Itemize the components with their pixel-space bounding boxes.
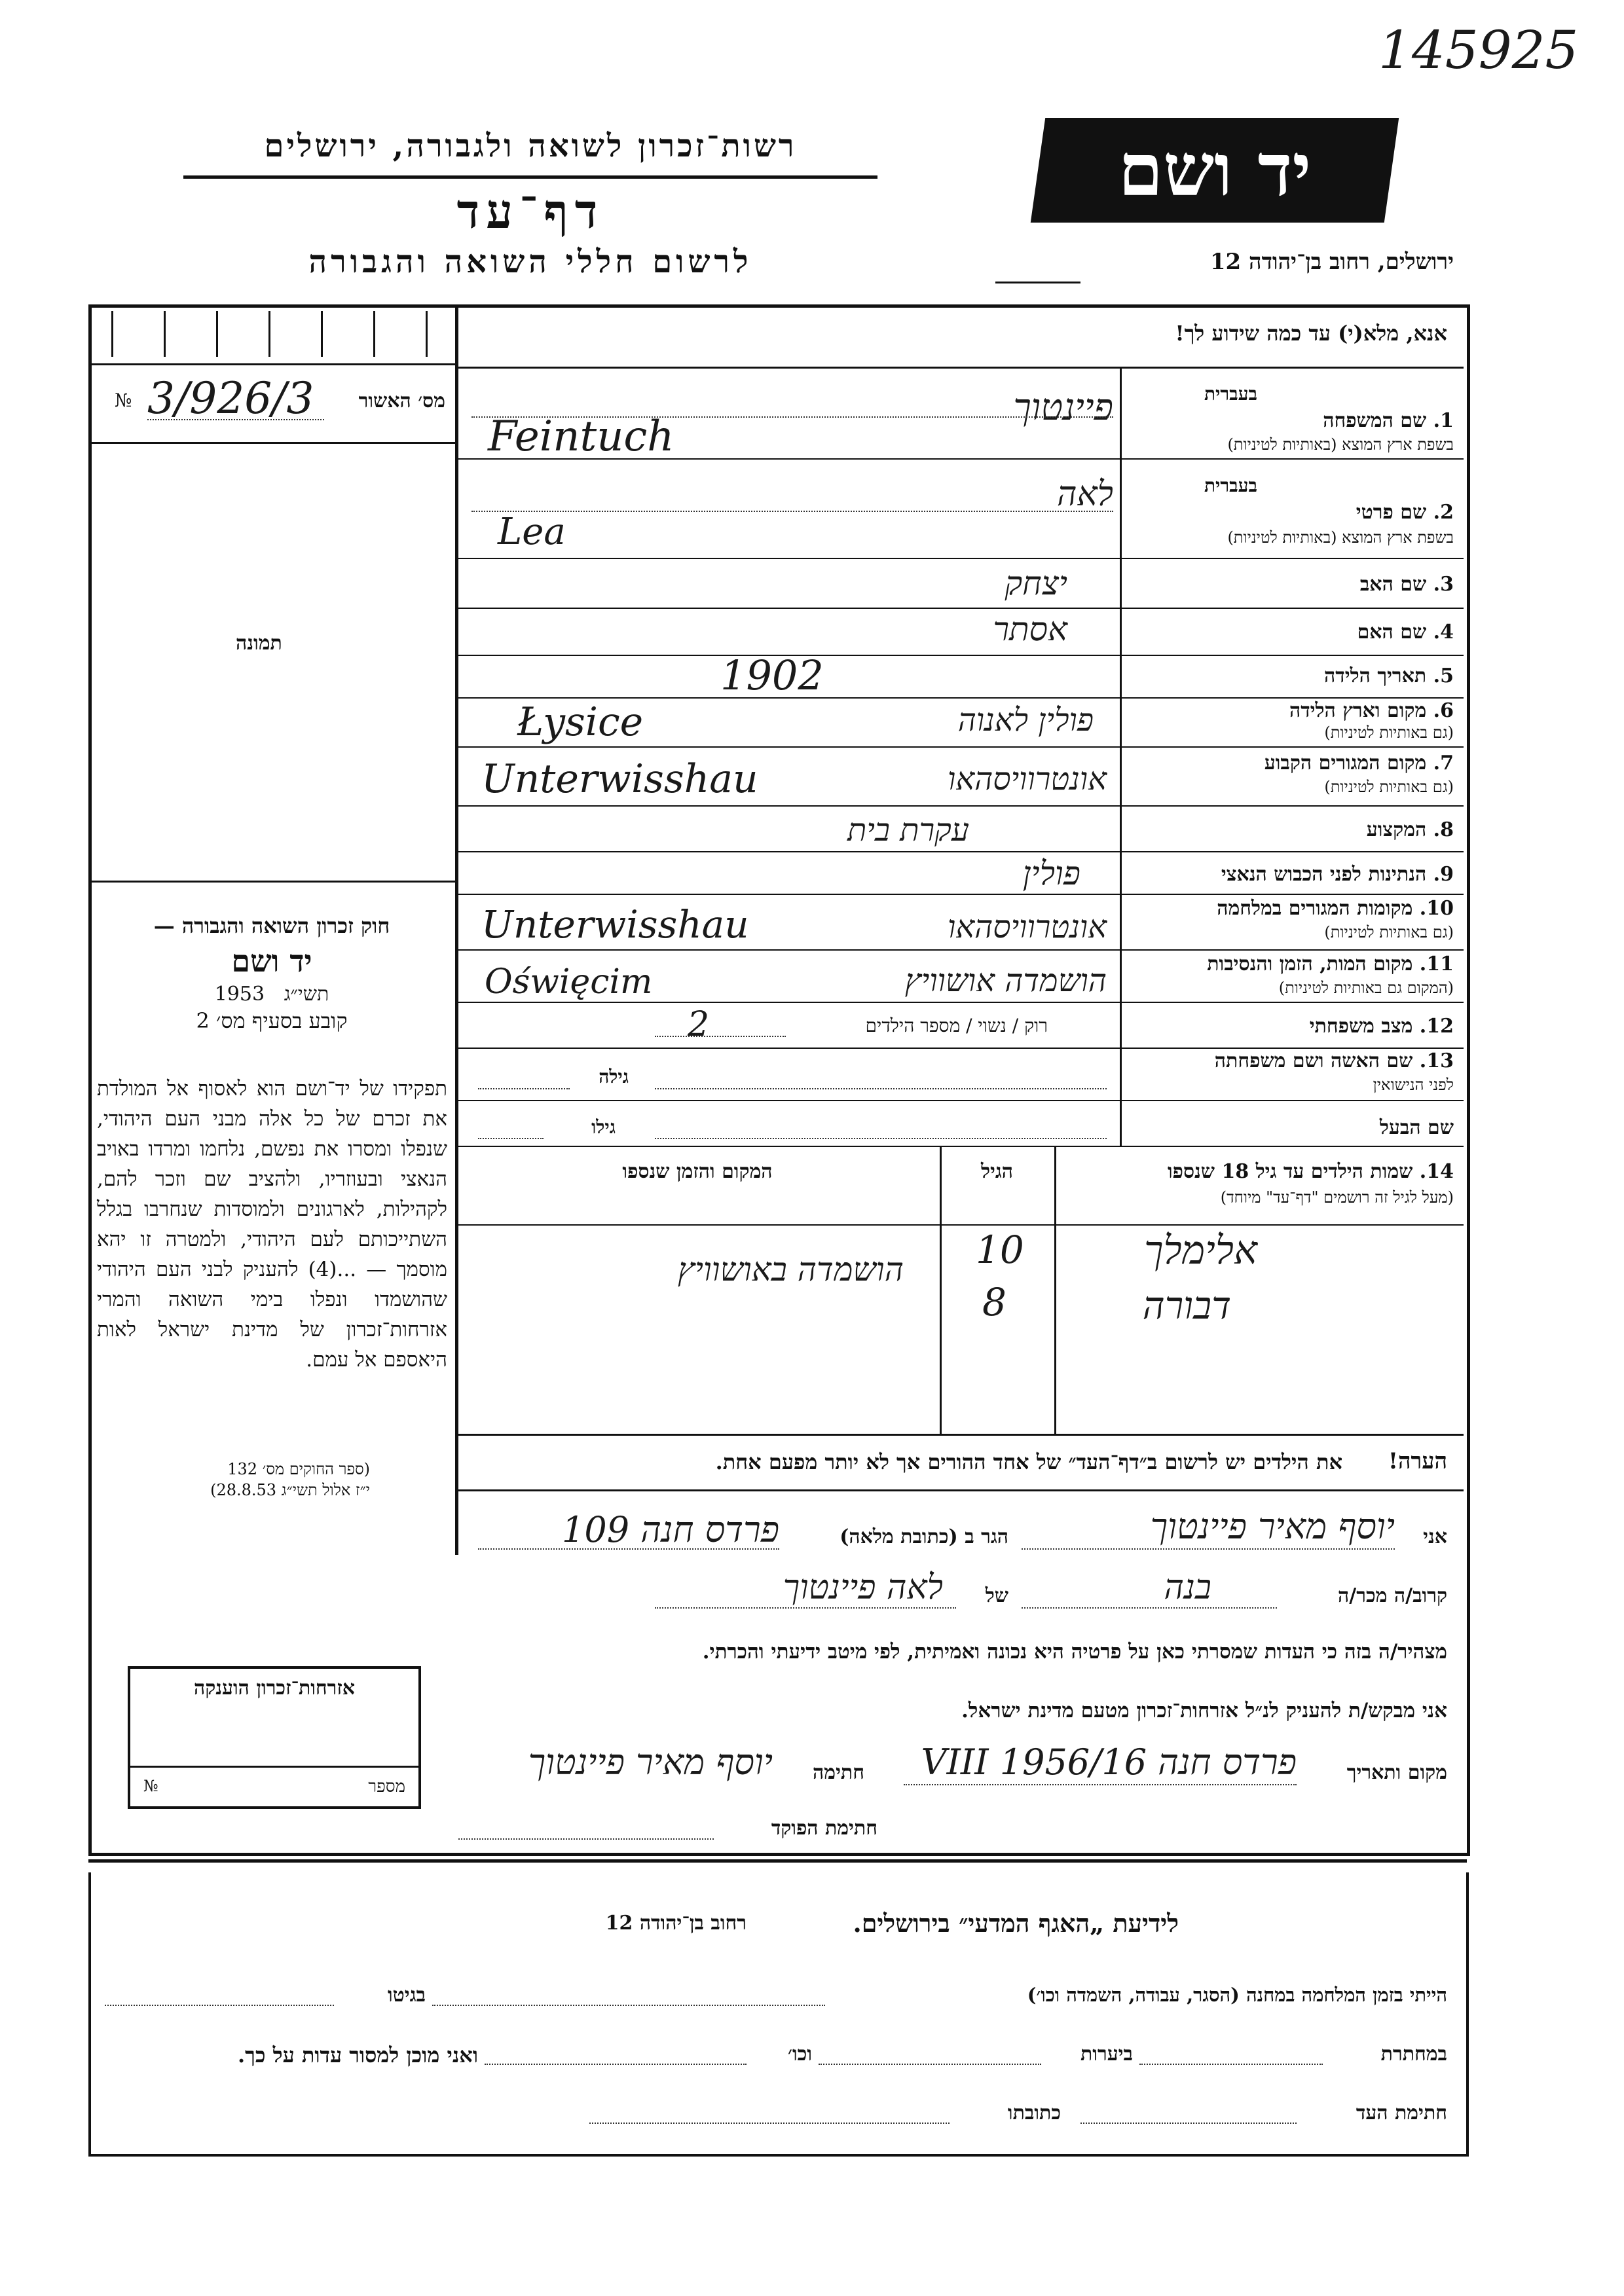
children-label: 14. שמות הילדים עד גיל 18 שנספו bbox=[1167, 1160, 1454, 1183]
citizenship-num-prefix: № bbox=[143, 1777, 158, 1795]
yad-vashem-logo bbox=[1031, 118, 1399, 223]
field11-sub: (המקום גם באותיות לטיניות) bbox=[1278, 979, 1454, 997]
field12-options: רוק / נשוי / מספר הילדים bbox=[865, 1015, 1048, 1036]
field2-value-he[interactable]: לאה bbox=[1057, 475, 1113, 514]
form-title: דף־עד bbox=[456, 183, 604, 239]
approval-number[interactable]: 3/926/3 bbox=[147, 373, 314, 424]
field9-label: 9. הנתינות לפני הכבוש הנאצי bbox=[1221, 863, 1454, 886]
field2-label: 2. שם פרטי bbox=[1356, 501, 1454, 524]
field2-sub: בשפת ארץ המוצא (באותיות לטיניות) bbox=[1227, 528, 1454, 547]
note-label: הערה! bbox=[1388, 1448, 1447, 1474]
field6-value-latin[interactable]: Łysice bbox=[517, 699, 644, 745]
place-date-label: מקום ותאריך bbox=[1346, 1761, 1447, 1784]
field13-sub: לפני הנישואין bbox=[1373, 1076, 1454, 1094]
field1-value-latin[interactable]: Feintuch bbox=[488, 412, 674, 461]
field1-value-he[interactable]: פיינטוך bbox=[1013, 386, 1113, 429]
field8-value[interactable]: עקרת בית bbox=[847, 812, 969, 848]
declarant-lives-at: הגר ב (כתובת מלאה) bbox=[840, 1525, 1008, 1548]
bottom-line1-a: הייתי בזמן המלחמה במחנה (הסגר, עבודה, השמדה וכו׳) bbox=[1027, 1984, 1447, 2006]
citizenship-title: אזרחות־זכרון הוענקה bbox=[193, 1677, 356, 1700]
approval-label: מס׳ האשור bbox=[358, 390, 445, 412]
field1-hebrew-tag: בעברית bbox=[1204, 383, 1257, 405]
bottom-line2-c: וכו׳ bbox=[788, 2043, 812, 2066]
field11-label: 11. מקום המות, הזמן והנסיבות bbox=[1207, 953, 1454, 975]
field3-label: 3. שם האב bbox=[1359, 573, 1454, 596]
children-col-place: המקום והזמן שנספו bbox=[622, 1160, 773, 1183]
children-col-age: הגיל bbox=[980, 1160, 1014, 1183]
field7-label: 7. מקום המגורים הקבוע bbox=[1264, 752, 1454, 774]
of-label: של bbox=[985, 1584, 1008, 1607]
field6-sub: (גם באותיות לטיניות) bbox=[1324, 723, 1454, 742]
request-text: אני מבקש/ת להעניק לנ״ל אזרחות־זכרון מטעם מדינת ישראל. bbox=[961, 1699, 1447, 1722]
place-date-value[interactable]: פרדס חנה 16/VIII 1956 bbox=[921, 1741, 1297, 1783]
bottom-line2-a: במחתרת bbox=[1380, 2043, 1447, 2066]
declarant-address[interactable]: פרדס חנה 109 bbox=[562, 1509, 779, 1550]
bottom-line2-b: ביערות bbox=[1080, 2043, 1133, 2066]
field1-sub: בשפת ארץ המוצא (באותיות לטיניות) bbox=[1227, 435, 1454, 454]
header-address: ירושלים, רחוב בן־יהודה 12 bbox=[1209, 249, 1454, 275]
logo-text: יד ושם bbox=[1118, 128, 1312, 212]
field8-label: 8. המקצוע bbox=[1366, 818, 1454, 841]
field7-value-he[interactable]: אונטרוויסהאו bbox=[948, 761, 1107, 797]
field4-value[interactable]: אסתר bbox=[993, 610, 1067, 648]
relation-label: קרוב/ה מכר/ה bbox=[1338, 1584, 1447, 1607]
law-year-row bbox=[95, 983, 449, 1006]
relation-value[interactable]: בנה bbox=[1164, 1568, 1211, 1607]
law-block bbox=[95, 913, 449, 1033]
law-clause: קובע בסעיף מס׳ 2 bbox=[196, 1008, 348, 1033]
bottom-title: לידיעת „האגף המדעי״ בירושלים. bbox=[853, 1908, 1179, 1938]
child1-place[interactable]: הושמדה באושוויץ bbox=[677, 1250, 904, 1288]
bottom-line1-b: בגיטו bbox=[387, 1984, 426, 2007]
law-title: חוק זכרון השואה והגבורה — bbox=[153, 913, 390, 938]
field1-label: 1. שם המשפחה bbox=[1323, 409, 1454, 432]
bottom-address: רחוב בן־יהודה 12 bbox=[605, 1912, 747, 1935]
field11-value-latin[interactable]: Oświęcim bbox=[485, 962, 653, 1002]
field10-value-he[interactable]: אונטרוויסהאו bbox=[948, 909, 1107, 945]
field7-sub: (גם באותיות לטיניות) bbox=[1324, 778, 1454, 796]
field11-value-he[interactable]: הושמדה אושוויץ bbox=[904, 962, 1107, 999]
field5-value[interactable]: 1902 bbox=[720, 651, 824, 699]
law-year-he: תשי״ג bbox=[284, 983, 329, 1006]
child2-age[interactable]: 8 bbox=[982, 1280, 1006, 1324]
declarant-name[interactable]: יוסף מאיר פיינטוך bbox=[1150, 1506, 1395, 1547]
field3-value[interactable]: יצחק bbox=[1005, 564, 1067, 602]
field9-value[interactable]: פולין bbox=[1022, 854, 1080, 892]
field10-label: 10. מקומות המגורים במלחמה bbox=[1217, 897, 1454, 920]
note-text: את הילדים יש לרשום ב״דף־העד״ של אחד ההורים אך לא יותר מפעם אחת. bbox=[715, 1449, 1342, 1474]
child2-name[interactable]: דבורה bbox=[1142, 1283, 1231, 1328]
field6-value-he[interactable]: פולין לאנוה bbox=[957, 702, 1094, 738]
citizenship-number-label: מספר bbox=[368, 1777, 405, 1796]
husband-age-label: גילו bbox=[591, 1116, 616, 1138]
approval-ticks bbox=[105, 311, 445, 357]
bottom-line2-d: ואני מוכן למסור עדות על כך. bbox=[237, 2043, 478, 2068]
photo-label: תמונה bbox=[236, 632, 282, 655]
bottom-line3-a: חתימת העד bbox=[1356, 2102, 1447, 2124]
field7-value-latin[interactable]: Unterwisshau bbox=[481, 756, 758, 802]
field2-hebrew-tag: בעברית bbox=[1204, 475, 1257, 496]
archive-number: 145925 bbox=[1378, 20, 1579, 81]
declarant-ani: אני bbox=[1423, 1525, 1447, 1548]
children-sub: (מעל לגיל זה רושמים "דף־עד" מיוחד) bbox=[1220, 1188, 1454, 1207]
field2-value-latin[interactable]: Lea bbox=[498, 511, 566, 553]
law-ref-1: (ספר החוקים מס׳ 132 bbox=[227, 1460, 370, 1478]
field10-sub: (גם באותיות לטיניות) bbox=[1324, 923, 1454, 941]
declare-text: מצהיר/ה בזה כי העדות שמסרתי כאן על פרטיה היא נכונה ואמיתית, לפי מיטב ידיעתי והכרתי. bbox=[702, 1640, 1447, 1664]
field13-label: 13. שם האשה ושם משפחתה bbox=[1214, 1049, 1454, 1072]
child1-age[interactable]: 10 bbox=[976, 1228, 1024, 1272]
law-logo: יד ושם bbox=[231, 943, 312, 979]
field5-label: 5. תאריך הלידה bbox=[1324, 665, 1454, 687]
law-ref-2: י״ז אלול תשי״ג 28.8.53) bbox=[210, 1481, 370, 1499]
field6-label: 6. מקום וארץ הלידה bbox=[1289, 699, 1454, 722]
field13-age-label: גילה bbox=[599, 1066, 629, 1087]
law-year: 1953 bbox=[214, 983, 265, 1006]
org-line: רשות־זכרון לשואה ולגבורה, ירושלים bbox=[264, 128, 797, 164]
husband-label: שם הבעל bbox=[1379, 1116, 1454, 1139]
signature-label: חתימה bbox=[813, 1761, 864, 1784]
field10-value-latin[interactable]: Unterwisshau bbox=[481, 902, 749, 947]
citizenship-box bbox=[128, 1666, 421, 1809]
officer-label: חתימת הפוקד bbox=[771, 1817, 877, 1840]
signature-value[interactable]: יוסף מאיר פיינטוך bbox=[528, 1741, 773, 1783]
field4-label: 4. שם האם bbox=[1357, 621, 1454, 644]
approval-prefix: № bbox=[115, 390, 132, 411]
intro-text: אנא, מלא(י) עד כמה שידוע לך! bbox=[1175, 321, 1447, 346]
child1-name[interactable]: אלימלך bbox=[1144, 1228, 1257, 1273]
field12-label: 12. מצב משפחתי bbox=[1309, 1015, 1454, 1038]
bottom-line3-b: כתובתו bbox=[1007, 2102, 1061, 2124]
form-subtitle: לרשום חללי השואה והגבורה bbox=[308, 244, 752, 280]
field12-children-count[interactable]: 2 bbox=[688, 1005, 710, 1044]
of-name[interactable]: לאה פיינטוך bbox=[783, 1568, 943, 1607]
law-text: תפקידו של יד־ושם הוא לאסוף אל המולדת את זכרם של כל אלה מבני העם היהודי, שנפלו ומסרו את נפשם, נלחמו ומרדו באויב הנאצי ובעוזריו, ולהציב שם וזכר להם, לקהילות, לארגונים ולמוסדות שנחרבו בגלל השתייכותם לעם היהודי, ולמטרה זו יהא מוסמך — ...(4) להעניק לבני העם היהודי שהושמדו ונפלו בימי השואה והמרי אזרחות־זכרון של מדינת ישראל לאות היאספם אל עמם. bbox=[97, 1077, 447, 1372]
